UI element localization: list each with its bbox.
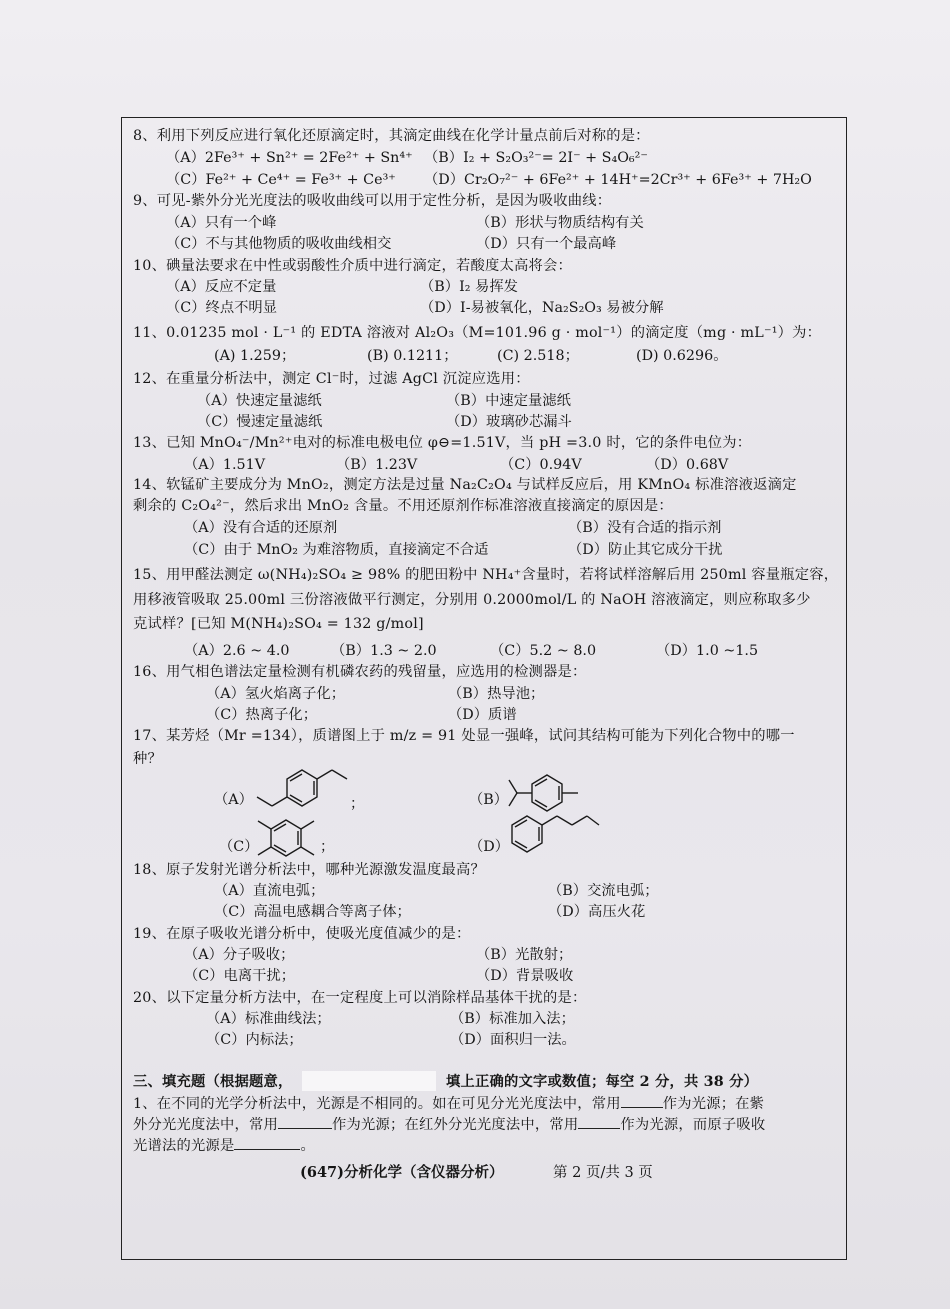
- q18-stem: 18、原子发射光谱分析法中，哪种光源激发温度最高？: [133, 862, 486, 878]
- q12-option-d: （D）玻璃砂芯漏斗: [446, 414, 572, 430]
- fill-q1-text-3: 外分光光度法中，常用: [133, 1117, 278, 1133]
- q10-option-c: （C）终点不明显: [166, 300, 278, 316]
- q19-stem: 19、在原子吸收光谱分析中，使吸光度值减少的是：: [133, 926, 471, 942]
- fill-q1-text-2: 作为光源；在紫: [662, 1096, 765, 1112]
- q20-option-d: （D）面积归一法。: [450, 1032, 576, 1048]
- fill-q1-text-4: 作为光源；在红外分光光度法中，常用: [331, 1117, 579, 1133]
- q8-stem: 8、利用下列反应进行氧化还原滴定时，其滴定曲线在化学计量点前后对称的是：: [133, 128, 650, 144]
- q18-option-b: （B）交流电弧；: [548, 883, 659, 899]
- q9-option-d: （D）只有一个最高峰: [476, 236, 617, 252]
- q19-option-a: （A）分子吸收；: [184, 947, 295, 963]
- q17-stem-line1: 17、某芳烃（Mr =134），质谱图上于 m/z = 91 处显一强峰，试问其结构可能为下列化合物中的哪一: [133, 728, 795, 744]
- q20-stem: 20、以下定量分析方法中，在一定程度上可以消除样品基体干扰的是：: [133, 990, 587, 1006]
- q13-option-d: （D）0.68V: [646, 457, 729, 473]
- q15-stem-line2: 用移液管吸取 25.00ml 三份溶液做平行测定，分别用 0.2000mol/L 的 NaOH 溶液滴定，则应称取多少: [133, 592, 811, 608]
- fill-q1-text-1: 1、在不同的光学分析法中，光源是不相同的。如在可见分光光度法中，常用: [133, 1096, 621, 1112]
- footer-page-number: 第 2 页/共 3 页: [553, 1165, 653, 1181]
- q15-stem-line1: 15、用甲醛法测定 ω(NH₄)₂SO₄ ≥ 98% 的肥田粉中 NH₄⁺含量时，若将试样溶解后用 250ml 容量瓶定容，: [133, 567, 839, 583]
- q20-option-a: （A）标准曲线法；: [206, 1011, 331, 1027]
- q14-stem-line2: 剩余的 C₂O₄²⁻，然后求出 MnO₂ 含量。不用还原剂作标准溶液直接滴定的原因是：: [133, 498, 673, 514]
- q16-stem: 16、用气相色谱法定量检测有机磷农药的残留量，应选用的检测器是：: [133, 664, 587, 680]
- fill-q1-text-6: 光谱法的光源是: [133, 1138, 235, 1154]
- q14-option-a: （A）没有合适的还原剂: [184, 520, 338, 536]
- q16-option-c: （C）热离子化；: [206, 707, 318, 723]
- q15-option-a: （A）2.6 ~ 4.0: [184, 643, 290, 659]
- q20-option-c: （C）内标法；: [206, 1032, 303, 1048]
- q17-option-d: （D）: [469, 839, 510, 855]
- fill-q1-text-7: 。: [300, 1138, 315, 1154]
- q18-option-a: （A）直流电弧；: [214, 883, 325, 899]
- q12-option-a: （A）快速定量滤纸: [197, 393, 322, 409]
- fill-q1-line1: [133, 1094, 764, 1113]
- q8-option-b: （B）I₂ + S₂O₃²⁻= 2I⁻ + S₄O₆²⁻: [424, 150, 648, 166]
- q16-option-d: （D）质谱: [448, 707, 517, 723]
- q12-option-c: （C）慢速定量滤纸: [197, 414, 323, 430]
- q13-option-c: （C）0.94V: [500, 457, 582, 473]
- fill-q1-line2: [133, 1115, 765, 1134]
- q8-option-a: （A）2Fe³⁺ + Sn²⁺ = 2Fe²⁺ + Sn⁴⁺: [166, 150, 413, 166]
- q12-option-b: （B）中速定量滤纸: [446, 393, 571, 409]
- q17-separator-a: ；: [350, 796, 365, 812]
- q12-stem: 12、在重量分析法中，测定 Cl⁻时，过滤 AgCl 沉淀应选用：: [133, 371, 530, 387]
- section3-heading-right: 填上正确的文字或数值；每空 2 分，共 38 分）: [446, 1074, 759, 1090]
- fill-q1-text-5: 作为光源，而原子吸收: [620, 1117, 766, 1133]
- q16-option-a: （A）氢火焰离子化；: [206, 686, 345, 702]
- q14-option-b: （B）没有合适的指示剂: [568, 520, 722, 536]
- q11-stem: 11、0.01235 mol · L⁻¹ 的 EDTA 溶液对 Al₂O₃（M=101.96 g · mol⁻¹）的滴定度（mg · mL⁻¹）为：: [133, 325, 822, 341]
- q11-option-d: (D) 0.6296。: [636, 348, 728, 364]
- q14-option-d: （D）防止其它成分干扰: [568, 542, 723, 558]
- q20-option-b: （B）标准加入法；: [450, 1011, 575, 1027]
- q11-option-a: (A) 1.259；: [214, 348, 296, 364]
- q19-option-c: （C）电离干扰；: [184, 968, 296, 984]
- q14-stem-line1: 14、软锰矿主要成分为 MnO₂，测定方法是过量 Na₂C₂O₄ 与试样反应后，用 KMnO₄ 标准溶液返滴定: [133, 477, 797, 493]
- q13-option-a: （A）1.51V: [184, 457, 266, 473]
- section3-heading-left: 三、填充题（根据题意，: [133, 1074, 293, 1090]
- tetramethylbenzene-structure: [250, 808, 325, 863]
- q8-option-d: （D）Cr₂O₇²⁻ + 6Fe²⁺ + 14H⁺=2Cr³⁺ + 6Fe³⁺ + 7H₂O: [424, 172, 812, 188]
- redacted-block: [302, 1071, 436, 1091]
- q11-option-c: (C) 2.518；: [497, 348, 579, 364]
- q19-option-d: （D）背景吸收: [476, 968, 574, 984]
- q10-option-d: （D）I-易被氧化，Na₂S₂O₃ 易被分解: [420, 300, 664, 316]
- q9-option-b: （B）形状与物质结构有关: [476, 215, 644, 231]
- q15-stem-line3: 克试样？[已知 M(NH₄)₂SO₄ = 132 g/mol]: [133, 616, 424, 632]
- footer-course: (647)分析化学（含仪器分析）: [300, 1164, 504, 1181]
- q17-option-b: （B）: [469, 792, 509, 808]
- q15-option-d: （D）1.0 ~1.5: [656, 643, 759, 659]
- q9-option-c: （C）不与其他物质的吸收曲线相交: [166, 236, 392, 252]
- fill-blank-3[interactable]: [578, 1115, 620, 1129]
- q15-option-b: （B）1.3 ~ 2.0: [331, 643, 437, 659]
- q17-option-a: （A）: [214, 792, 253, 808]
- q15-option-c: （C）5.2 ~ 8.0: [490, 643, 597, 659]
- q18-option-d: （D）高压火花: [548, 904, 646, 920]
- q10-stem: 10、碘量法要求在中性或弱酸性介质中进行滴定，若酸度太高将会：: [133, 258, 572, 274]
- q14-option-c: （C）由于 MnO₂ 为难溶物质，直接滴定不合适: [184, 542, 489, 558]
- q9-stem: 9、可见-紫外分光光度法的吸收曲线可以用于定性分析，是因为吸收曲线：: [133, 193, 612, 209]
- q16-option-b: （B）热导池；: [448, 686, 545, 702]
- butylbenzene-structure: [505, 800, 605, 855]
- q19-option-b: （B）光散射；: [476, 947, 573, 963]
- fill-q1-line3: [133, 1136, 315, 1155]
- q17-option-c: （C）: [219, 839, 259, 855]
- q13-option-b: （B）1.23V: [336, 457, 418, 473]
- q11-option-b: (B) 0.1211；: [367, 348, 458, 364]
- q8-option-c: （C）Fe²⁺ + Ce⁴⁺ = Fe³⁺ + Ce³⁺: [166, 172, 396, 188]
- q9-option-a: （A）只有一个峰: [166, 215, 277, 231]
- q17-separator-c: ；: [320, 839, 335, 855]
- fill-blank-1[interactable]: [621, 1094, 663, 1108]
- fill-blank-4[interactable]: [234, 1136, 300, 1150]
- q13-stem: 13、已知 MnO₄⁻/Mn²⁺电对的标准电极电位 φ⊖=1.51V，当 pH =3.0 时，它的条件电位为：: [133, 435, 752, 451]
- q18-option-c: （C）高温电感耦合等离子体；: [214, 904, 411, 920]
- q10-option-a: （A）反应不定量: [166, 279, 277, 295]
- fill-blank-2[interactable]: [278, 1115, 332, 1129]
- q10-option-b: （B）I₂ 易挥发: [420, 279, 518, 295]
- q17-stem-line2: 种？: [133, 751, 162, 767]
